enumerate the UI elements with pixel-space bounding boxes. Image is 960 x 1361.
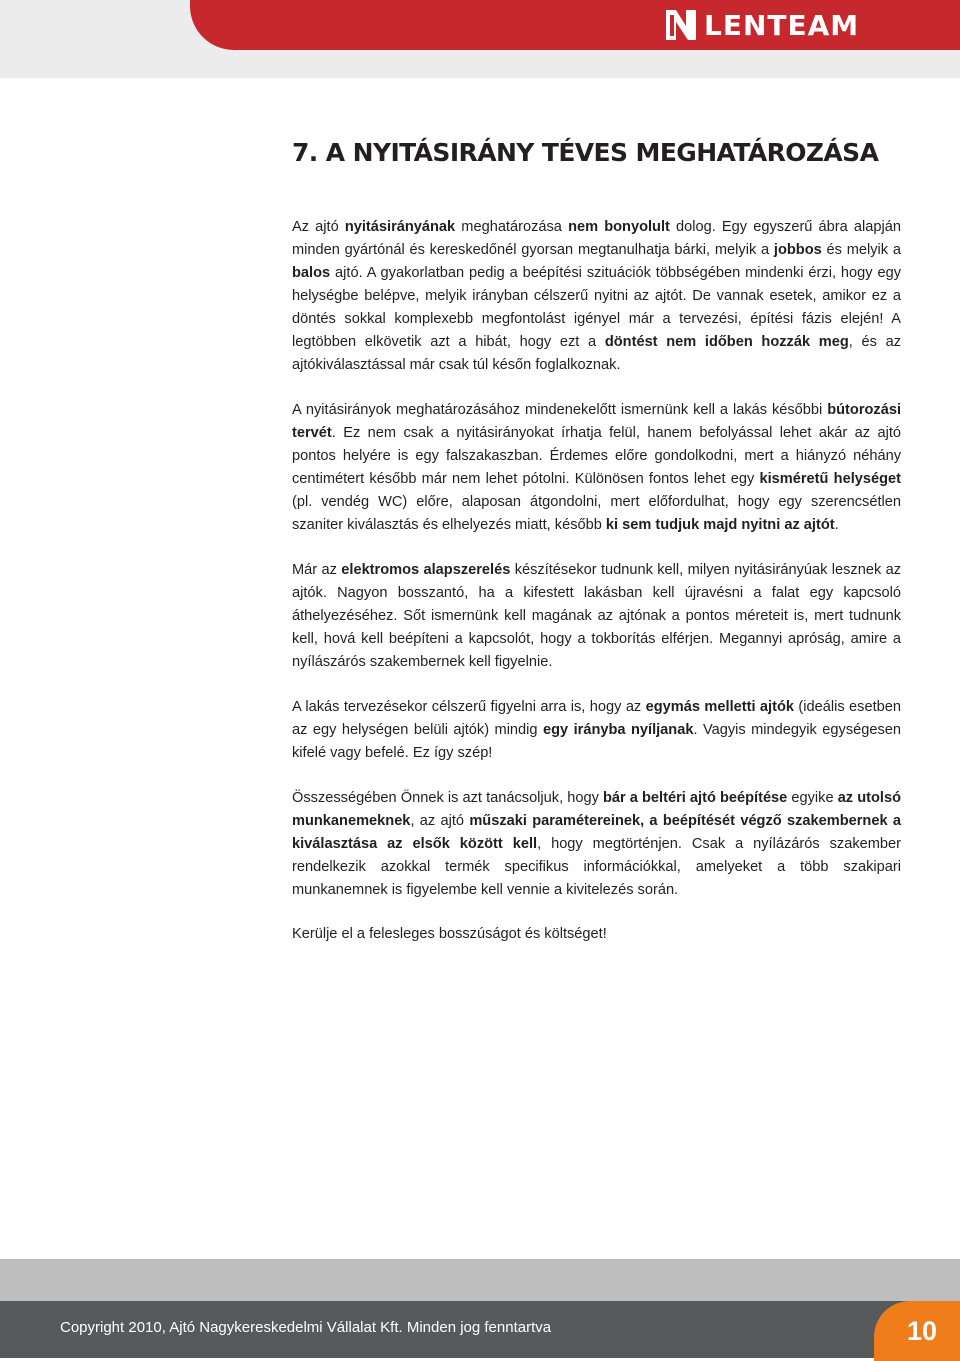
body-paragraph	[292, 559, 901, 674]
paragraph-list	[292, 216, 901, 902]
emphasis-text: műszaki paramétereinek, a beépítését végző szakembernek a kiválasztása az elsők között kell	[292, 813, 901, 852]
paragraph-text: Már az	[292, 562, 342, 578]
lenteam-logo-graphic	[664, 6, 906, 42]
paragraph-text: , az ajtó	[410, 813, 470, 829]
lenteam-logo	[664, 6, 906, 42]
emphasis-text: az utolsó munkanemeknek	[292, 790, 901, 829]
emphasis-text: bútorozási tervét	[292, 402, 901, 441]
section-heading: 7. A NYITÁSIRÁNY TÉVES MEGHATÁROZÁSA	[292, 138, 879, 167]
paragraph-text: A nyitásirányok meghatározásához mindenekelőtt ismernünk kell a lakás későbbi	[292, 402, 828, 418]
logo-wordmark: LENTEAM	[704, 9, 860, 42]
body-paragraph	[292, 696, 901, 765]
emphasis-text: elektromos alapszerelés	[341, 562, 511, 578]
paragraph-text: ajtó. A gyakorlatban pedig a beépítési szituációk többségében mindenki érzi, hogy egy helységbe belépve, melyik irányban célszerű nyitni az ajtót. De vannak esetek, amikor ez a döntés sokkal komplexebb megfontolást igényel már a tervezési, építési fázis elején! A legtöbben elkövetik azt a hibát, hogy ezt a	[292, 265, 901, 350]
copyright-text: Copyright 2010, Ajtó Nagykereskedelmi Vállalat Kft. Minden jog fenntartva	[60, 1319, 552, 1336]
paragraph-text: Összességében Önnek is azt tanácsoljuk, hogy	[292, 790, 603, 806]
logo-emblem-stripe	[670, 15, 674, 36]
emphasis-text: balos	[292, 265, 331, 281]
paragraph-text: meghatározása	[455, 219, 569, 235]
paragraph-text: (ideális esetben az egy helységen belüli ajtók) mindig	[292, 699, 901, 738]
emphasis-text: kisméretű helységet	[759, 471, 901, 487]
paragraph-text: , hogy megtörténjen. Csak a nyílázárós szakember rendelkezik azokkal termék specifikus információkkal, amelyeket a több szakipari munkanemnek is figyelembe kell vennie a kivitelezés során.	[292, 836, 901, 898]
paragraph-text: egyike	[787, 790, 838, 806]
emphasis-text: jobbos	[773, 242, 822, 258]
emphasis-text: döntést nem időben hozzák meg	[604, 334, 849, 350]
page-number: 10	[906, 1316, 938, 1346]
paragraph-text: dolog. Egy egyszerű ábra alapján minden gyártónál és kereskedőnél gyorsan megtanulhatja bárki, melyik a	[292, 219, 901, 258]
body-paragraph	[292, 216, 901, 377]
paragraph-text: , és az ajtókiválasztással már csak túl későn foglalkoznak.	[292, 334, 902, 373]
paragraph-text: és melyik a	[821, 242, 901, 258]
paragraph-text: . Vagyis mindegyik egységesen kifelé vagy befelé. Ez így szép!	[292, 722, 901, 761]
closing-sentence: Kerülje el a felesleges bosszúságot és költséget!	[292, 926, 607, 942]
emphasis-text: nyitásirányának	[344, 219, 456, 235]
emphasis-text: egymás melletti ajtók	[645, 699, 794, 715]
paragraph-text: . Ez nem csak a nyitásirányokat írhatja felül, hanem befolyással lehet akár az ajtó pontos helyére is egy falszakaszban. Érdemes előre gondolkodni, mert a hiányzó néhány centimétert később már nem lehet pótolni. Különösen fontos lehet egy	[292, 425, 901, 487]
paragraph-text: .	[834, 517, 839, 533]
paragraph-text: A lakás tervezésekor célszerű figyelni arra is, hogy az	[292, 699, 646, 715]
emphasis-text: egy irányba nyíljanak	[543, 722, 694, 738]
emphasis-text: ki sem tudjuk majd nyitni az ajtót	[605, 517, 835, 533]
footer-light-band	[0, 1259, 960, 1301]
paragraph-text: Az ajtó	[292, 219, 345, 235]
emphasis-text: bár a beltéri ajtó beépítése	[602, 790, 788, 806]
paragraph-text: készítésekor tudnunk kell, milyen nyitásirányúak lesznek az ajtók. Nagyon bosszantó, ha a kifestett lakásban kell újravésni a falat egy kapcsoló áthelyezéséhez. Sőt ismernünk kell magának az ajtónak a pontos méreteit is, mert tudnunk kell, hová kell beépíteni a kapcsolót, hogy a tokborítás elférjen. Megannyi apróság, amire a nyílászárós szakembernek kell figyelnie.	[292, 562, 902, 670]
document-body	[292, 134, 901, 959]
paragraph-text: (pl. vendég WC) előre, alaposan átgondolni, mert előfordulhat, hogy egy szerencsétlen szaniter kiválasztás és elhelyezés miatt, később	[292, 494, 901, 533]
body-paragraph	[292, 787, 901, 902]
body-paragraph	[292, 399, 901, 537]
emphasis-text: nem bonyolult	[568, 219, 670, 235]
